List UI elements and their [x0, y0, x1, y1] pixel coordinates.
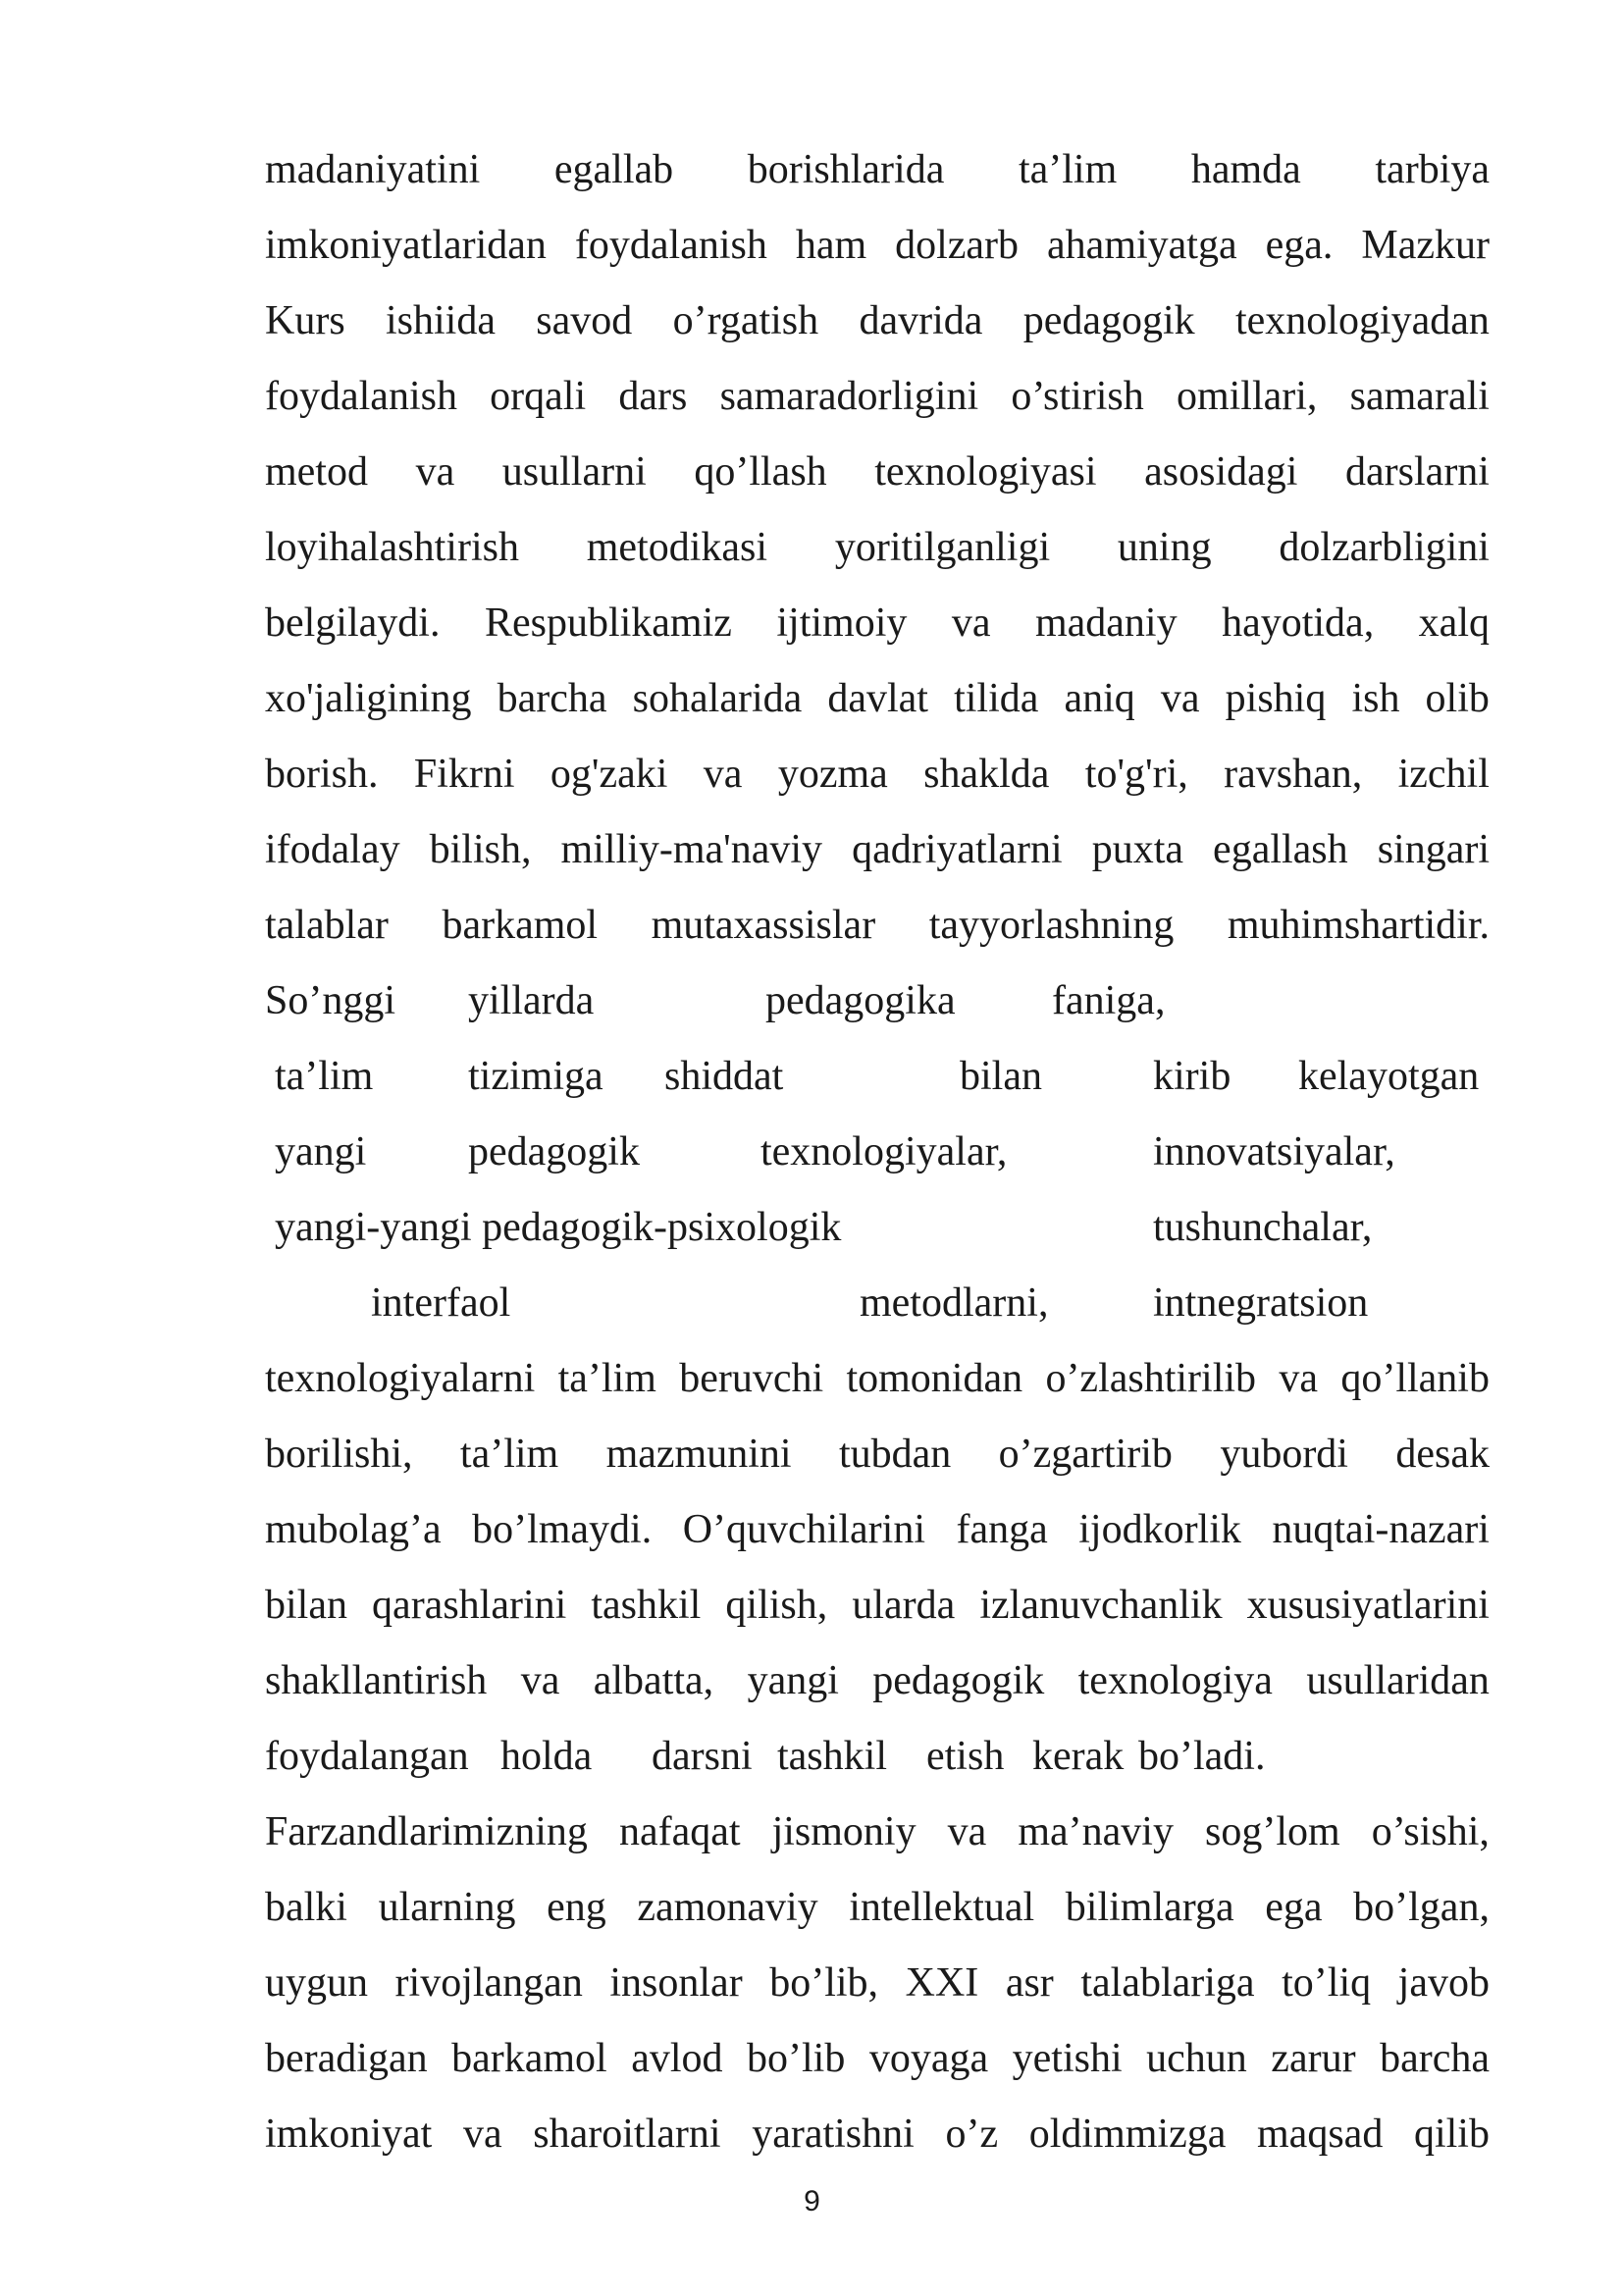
word: usullarni — [501, 449, 647, 495]
word: javob — [1397, 1960, 1490, 2006]
word: ijtimoiy — [776, 600, 908, 646]
text-line — [265, 1568, 1490, 1643]
word: foydalangan — [265, 1734, 469, 1779]
word: kirib — [1153, 1054, 1231, 1099]
word: og'zaki — [550, 752, 668, 797]
word: mutaxassislar — [651, 903, 876, 948]
word: maqsad — [1257, 2112, 1384, 2157]
word: va — [951, 600, 991, 646]
word: tarbiya — [1375, 147, 1490, 192]
word: ta’lim — [1018, 147, 1118, 192]
word: ham — [795, 223, 867, 268]
word: yangi — [275, 1129, 367, 1174]
text-line — [265, 435, 1490, 510]
word: metodlarni, — [860, 1280, 1049, 1326]
word: madaniyatini — [265, 147, 481, 192]
word: muhimshartidir. — [1227, 903, 1490, 948]
word: egallash — [1213, 827, 1348, 872]
text-line — [265, 284, 1490, 359]
word: faniga, — [1052, 978, 1166, 1023]
word: va — [947, 1809, 987, 1854]
text-line — [265, 737, 1490, 812]
word: talablariga — [1080, 1960, 1255, 2006]
word: qo’llash — [694, 449, 827, 495]
word: jismoniy — [771, 1809, 917, 1854]
word: rivojlangan — [394, 1960, 583, 2006]
word: ega — [1265, 1885, 1323, 1930]
word: O’quvchilarini — [682, 1507, 925, 1552]
word: bilan — [960, 1054, 1042, 1099]
word: sog’lom — [1205, 1809, 1340, 1854]
word: tilida — [954, 676, 1039, 721]
word: ta’lim — [459, 1432, 559, 1477]
word: talablar — [265, 903, 389, 948]
word: ijodkorlik — [1078, 1507, 1241, 1552]
word: hamda — [1190, 147, 1301, 192]
word: beruvchi — [679, 1356, 824, 1401]
word: tubdan — [838, 1432, 952, 1477]
word: texnologiyadan — [1235, 298, 1490, 343]
word: izchil — [1397, 752, 1490, 797]
text-line — [265, 1266, 1490, 1341]
word: barkamol — [451, 2036, 607, 2081]
word: sohalarida — [632, 676, 803, 721]
word: desak — [1395, 1432, 1490, 1477]
word: shakllantirish — [265, 1658, 488, 1703]
word: tomonidan — [846, 1356, 1023, 1401]
word: ish — [1351, 676, 1400, 721]
text-line — [265, 510, 1490, 586]
word: metodikasi — [586, 525, 768, 570]
word: o’sishi, — [1371, 1809, 1490, 1854]
word: barcha — [497, 676, 607, 721]
word: o’z — [945, 2112, 999, 2157]
word: savod — [536, 298, 633, 343]
word: asosidagi — [1144, 449, 1298, 495]
word: tizimiga — [468, 1054, 603, 1099]
word: interfaol — [371, 1280, 511, 1326]
word: holda — [500, 1734, 593, 1779]
word: So’nggi — [265, 978, 396, 1023]
word: darslarni — [1345, 449, 1490, 495]
word: tayyorlashning — [928, 903, 1175, 948]
word: loyihalashtirish — [265, 525, 519, 570]
word: innovatsiyalar, — [1153, 1129, 1395, 1174]
text-line — [265, 661, 1490, 737]
text-line — [265, 208, 1490, 284]
text-line — [265, 812, 1490, 888]
word: qadriyatlarni — [852, 827, 1063, 872]
word: uning — [1117, 525, 1212, 570]
word: qilib — [1413, 2112, 1490, 2157]
word: XXI — [905, 1960, 979, 2006]
word: hayotida, — [1222, 600, 1375, 646]
word: bo’lmaydi. — [472, 1507, 653, 1552]
word: texnologiyasi — [874, 449, 1097, 495]
word: dars — [618, 374, 688, 419]
word: zarur — [1271, 2036, 1356, 2081]
word: bilimlarga — [1065, 1885, 1234, 1930]
word: balki — [265, 1885, 347, 1930]
text-line — [265, 1341, 1490, 1417]
word: ta’lim — [275, 1054, 374, 1099]
word: eng — [547, 1885, 606, 1930]
word: xalq — [1418, 600, 1490, 646]
word: yaratishni — [752, 2112, 915, 2157]
word: usullaridan — [1306, 1658, 1490, 1703]
word: egallab — [553, 147, 674, 192]
word: pedagogik — [1022, 298, 1195, 343]
word: kerak — [1032, 1734, 1125, 1779]
word: imkoniyat — [265, 2112, 433, 2157]
word: ahamiyatga — [1047, 223, 1237, 268]
word: ifodalay — [265, 827, 400, 872]
text-line — [265, 1115, 1490, 1190]
word: davlat — [827, 676, 928, 721]
word: barkamol — [442, 903, 599, 948]
word: davrida — [859, 298, 983, 343]
word: va — [1160, 676, 1200, 721]
text-line — [265, 1190, 1490, 1266]
text-line — [265, 1417, 1490, 1492]
word: milliy-ma'naviy — [560, 827, 823, 872]
word: yetishi — [1012, 2036, 1123, 2081]
word: albatta, — [593, 1658, 714, 1703]
word: pedagogik — [872, 1658, 1045, 1703]
word: bilan — [265, 1583, 347, 1628]
word: tashkil — [777, 1734, 887, 1779]
word: shaklda — [923, 752, 1050, 797]
word: kelayotgan — [1298, 1054, 1480, 1099]
text-line — [265, 888, 1490, 964]
word: va — [520, 1658, 560, 1703]
word: imkoniyatlaridan — [265, 223, 547, 268]
word: omillari, — [1176, 374, 1318, 419]
word: to'g'ri, — [1084, 752, 1188, 797]
word: va — [703, 752, 743, 797]
word: yoritilganligi — [834, 525, 1051, 570]
word: bo’lib — [747, 2036, 846, 2081]
text-line — [265, 2021, 1490, 2097]
word: bo’lib, — [769, 1960, 879, 2006]
text-line — [265, 1870, 1490, 1946]
word: xo'jaligining — [265, 676, 472, 721]
word: Fikrni — [413, 752, 515, 797]
text-line — [265, 2097, 1490, 2172]
word: belgilaydi. — [265, 600, 441, 646]
word: yubordi — [1220, 1432, 1348, 1477]
word: o’zgartirib — [998, 1432, 1173, 1477]
word: aniq — [1064, 676, 1135, 721]
text-line — [265, 586, 1490, 661]
text-line — [265, 359, 1490, 435]
word: uchun — [1146, 2036, 1247, 2081]
word: Farzandlarimizning — [265, 1809, 588, 1854]
word: Kurs — [265, 298, 345, 343]
text-line — [265, 132, 1490, 208]
word: qilish, — [725, 1583, 828, 1628]
text-line — [265, 1643, 1490, 1719]
word: va — [1279, 1356, 1319, 1401]
word: ega. — [1265, 223, 1334, 268]
word: bo’lgan, — [1353, 1885, 1490, 1930]
word: borish. — [265, 752, 379, 797]
word: borilishi, — [265, 1432, 413, 1477]
word: texnologiya — [1077, 1658, 1273, 1703]
word: samaradorligini — [719, 374, 979, 419]
word: o’zlashtirilib — [1045, 1356, 1257, 1401]
word: fanga — [956, 1507, 1048, 1552]
word: bo’ladi. — [1138, 1734, 1266, 1779]
word: singari — [1377, 827, 1490, 872]
word: uygun — [265, 1960, 368, 2006]
word: orqali — [490, 374, 587, 419]
word: xususiyatlarini — [1246, 1583, 1490, 1628]
word: zamonaviy — [637, 1885, 818, 1930]
word: Respublikamiz — [484, 600, 732, 646]
word: avlod — [631, 2036, 723, 2081]
word: qo’llanib — [1340, 1356, 1490, 1401]
word: tashkil — [591, 1583, 702, 1628]
word: va — [415, 449, 455, 495]
word: ishiida — [385, 298, 496, 343]
word: mubolag’a — [265, 1507, 442, 1552]
word: izlanuvchanlik — [979, 1583, 1223, 1628]
word: dolzarb — [895, 223, 1020, 268]
word: mazmunini — [605, 1432, 792, 1477]
text-line — [265, 1492, 1490, 1568]
page-number: 9 — [804, 2185, 820, 2217]
word: to’liq — [1282, 1960, 1372, 2006]
word: pedagogik — [468, 1129, 640, 1174]
word: oldimmizga — [1028, 2112, 1227, 2157]
word: borishlarida — [747, 147, 945, 192]
word: metod — [265, 449, 368, 495]
word: va — [462, 2112, 502, 2157]
word: yangi — [747, 1658, 839, 1703]
word: ularning — [378, 1885, 516, 1930]
word: pishiq — [1225, 676, 1327, 721]
word: voyaga — [868, 2036, 989, 2081]
text-line — [265, 1795, 1490, 1870]
word: yangi-yangi pedagogik-psixologik — [275, 1205, 842, 1250]
word: yozma — [777, 752, 888, 797]
word: qarashlarini — [372, 1583, 567, 1628]
word: dolzarbligini — [1279, 525, 1490, 570]
word: darsni — [652, 1734, 753, 1779]
word: insonlar — [609, 1960, 743, 2006]
word: intnegratsion — [1153, 1280, 1369, 1326]
text-line — [265, 1946, 1490, 2021]
word: beradigan — [265, 2036, 428, 2081]
word: puxta — [1091, 827, 1184, 872]
text-line — [265, 1039, 1490, 1115]
word: ravshan, — [1224, 752, 1363, 797]
word: nuqtai-nazari — [1272, 1507, 1490, 1552]
word: shiddat — [664, 1054, 784, 1099]
word: etish — [926, 1734, 1005, 1779]
word: texnologiyalarni — [265, 1356, 536, 1401]
text-line — [265, 964, 1490, 1039]
word: asr — [1005, 1960, 1054, 2006]
word: samarali — [1349, 374, 1490, 419]
word: olib — [1425, 676, 1490, 721]
word: foydalanish — [574, 223, 767, 268]
word: ta’lim — [557, 1356, 656, 1401]
word: o’rgatish — [672, 298, 819, 343]
word: yillarda — [468, 978, 595, 1023]
text-line — [265, 1719, 1490, 1795]
word: Mazkur — [1361, 223, 1490, 268]
word: madaniy — [1034, 600, 1178, 646]
word: bilish, — [429, 827, 532, 872]
word: ma’naviy — [1018, 1809, 1174, 1854]
word: ularda — [852, 1583, 956, 1628]
word: foydalanish — [265, 374, 457, 419]
word: pedagogika — [765, 978, 956, 1023]
word: tushunchalar, — [1153, 1205, 1373, 1250]
word: o’stirish — [1011, 374, 1144, 419]
word: sharoitlarni — [533, 2112, 721, 2157]
word: nafaqat — [618, 1809, 741, 1854]
word: intellektual — [849, 1885, 1035, 1930]
word: texnologiyalar, — [760, 1129, 1008, 1174]
word: barcha — [1380, 2036, 1490, 2081]
